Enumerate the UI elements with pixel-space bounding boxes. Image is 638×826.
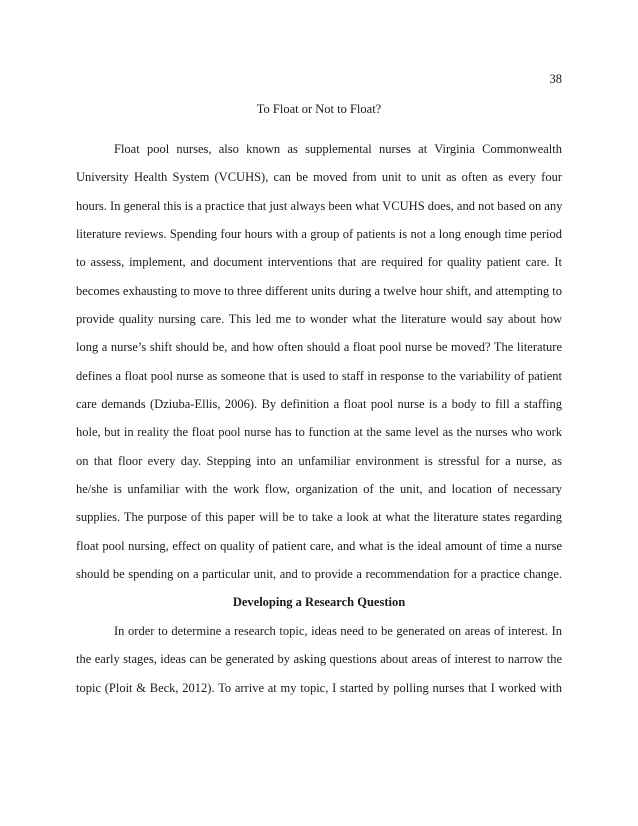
text-line: becomes exhausting to move to three different units during a twelve hour shift, and attempting to xyxy=(76,284,562,298)
text-line: long a nurse’s shift should be, and how often should a float pool nurse be moved? The literature xyxy=(76,340,562,354)
text-line: University Health System (VCUHS), can be moved from unit to unit as often as every four xyxy=(76,170,562,184)
text-line: topic (Ploit & Beck, 2012). To arrive at my topic, I started by polling nurses that I worked with xyxy=(76,681,562,695)
text-line: the early stages, ideas can be generated by asking questions about areas of interest to narrow the xyxy=(76,652,562,666)
text-line: on that floor every day. Stepping into an unfamiliar environment is stressful for a nurse, as xyxy=(76,454,562,468)
text-line: In order to determine a research topic, ideas need to be generated on areas of interest. In xyxy=(114,624,562,638)
text-line: care demands (Dziuba-Ellis, 2006). By definition a float pool nurse is a body to fill a staffing xyxy=(76,397,562,411)
text-line: defines a float pool nurse as someone that is used to staff in response to the variability of patient xyxy=(76,369,562,383)
section-heading: Developing a Research Question xyxy=(232,595,406,609)
text-line: Float pool nurses, also known as supplemental nurses at Virginia Commonwealth xyxy=(114,142,562,156)
text-line: to assess, implement, and document interventions that are required for quality patient care. It xyxy=(76,255,562,269)
page-number: 38 xyxy=(549,72,562,86)
text-line: he/she is unfamiliar with the work flow, organization of the unit, and location of necessary xyxy=(76,482,562,496)
text-line: should be spending on a particular unit, and to provide a recommendation for a practice change. xyxy=(76,567,562,581)
text-line: float pool nursing, effect on quality of patient care, and what is the ideal amount of time a nurse xyxy=(76,539,562,553)
text-line: literature reviews. Spending four hours with a group of patients is not a long enough time period xyxy=(76,227,562,241)
page-title: To Float or Not to Float? xyxy=(256,102,382,116)
text-line: hours. In general this is a practice that just always been what VCUHS does, and not based on any xyxy=(76,199,563,213)
text-line: hole, but in reality the float pool nurse has to function at the same level as the nurses who work xyxy=(76,425,562,439)
text-line: supplies. The purpose of this paper will be to take a look at what the literature states regarding xyxy=(76,510,562,524)
text-line: provide quality nursing care. This led me to wonder what the literature would say about how xyxy=(76,312,562,326)
